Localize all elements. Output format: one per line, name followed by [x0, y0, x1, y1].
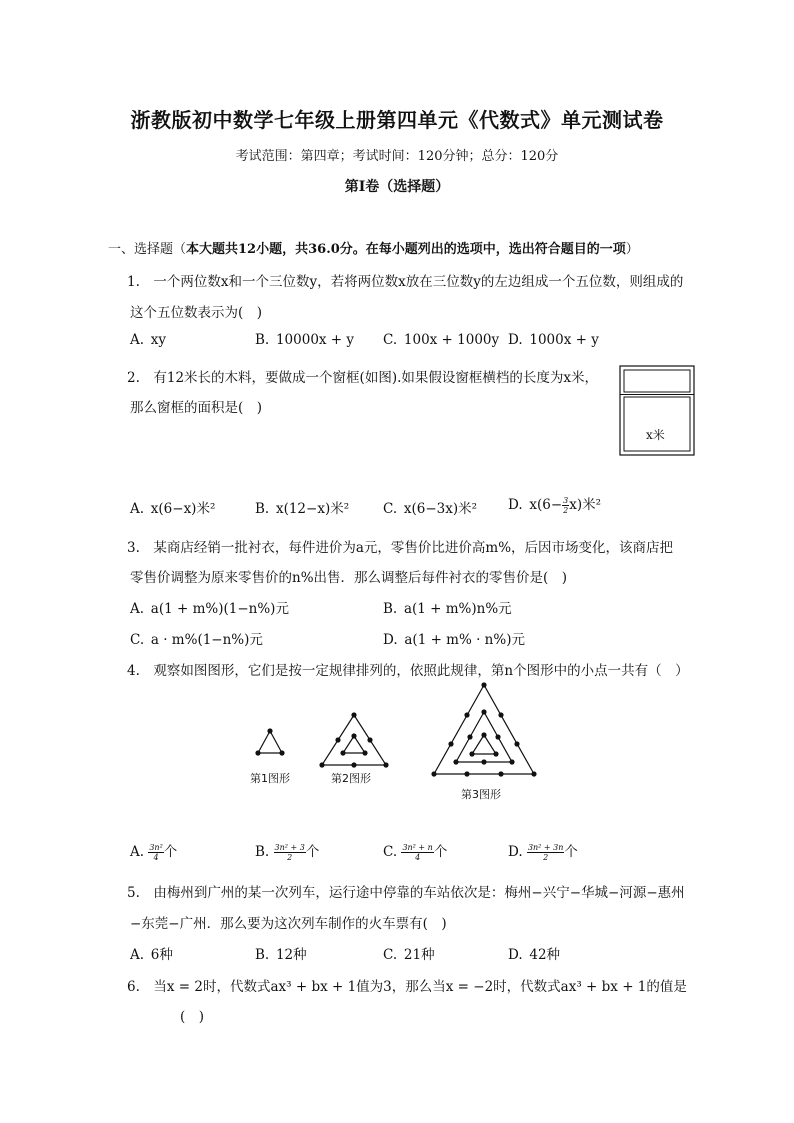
q2-line2: 那么窗框的面积是( ) — [130, 400, 263, 416]
q4-option-d[interactable]: D. $\frac{\text{3n² + 3n}}{2}$ 个 — [508, 843, 578, 862]
q4-option-b[interactable]: B. $\frac{\text{3n² + 3}}{2}$ 个 — [255, 843, 320, 862]
q3-option-c[interactable]: C. a · m%(1−n%)元 — [130, 632, 263, 648]
q2-option-d-head: D. x(6− — [508, 497, 563, 513]
q1-option-a[interactable]: A. xy — [130, 332, 167, 348]
figure-1-label: 第1图形 — [250, 772, 290, 785]
q5-line1: 5. 由梅州到广州的某一次列车，运行途中停靠的车站依次是：梅州−兴宁−华城−河源−惠州 — [127, 885, 685, 901]
q5-option-c[interactable]: C. 21种 — [383, 947, 435, 963]
q1-line2: 这个五位数表示为( ) — [130, 305, 263, 321]
q4-option-c-fraction: $\frac{\text{3n² + n}}{4}$ — [402, 843, 433, 862]
document-title: 浙教版初中数学七年级上册第四单元《代数式》单元测试卷 — [130, 108, 664, 132]
q3-option-a[interactable]: A. a(1 + m%)(1−n%)元 — [130, 601, 289, 617]
q2-line1: 2. 有12米长的木料，要做成一个窗框(如图).如果假设窗框横档的长度为x米， — [127, 370, 598, 386]
q5-option-a[interactable]: A. 6种 — [130, 947, 173, 963]
q5-option-b[interactable]: B. 12种 — [255, 947, 307, 963]
q5-line2: −东莞−广州．那么要为这次列车制作的火车票有( ) — [130, 916, 447, 932]
q1-option-d[interactable]: D. 1000x + y — [508, 332, 599, 348]
q2-option-d[interactable] — [508, 493, 601, 515]
q4-option-a[interactable]: A. $\frac{\text{3n²}}{4}$ 个 — [130, 843, 178, 862]
figure-3-label: 第3图形 — [461, 788, 501, 801]
q4-option-a-fraction: $\frac{\text{3n²}}{4}$ — [149, 843, 163, 862]
q4-line1: 4. 观察如图图形，它们是按一定规律排列的，依照此规律，第n个图形中的小点一共有（ ） — [127, 663, 689, 679]
pattern-figure-2 — [319, 712, 388, 767]
q3-line1: 3. 某商店经销一批衬衣，每件进价为a元，零售价比进价高m%，后因市场变化，该商店把 — [127, 540, 674, 556]
triangle-dot-pattern-figure — [250, 680, 550, 800]
q6-line2: ( ) — [180, 1009, 205, 1025]
q2-option-d-tail: x)米² — [569, 497, 602, 513]
q3-option-b[interactable]: B. a(1 + m%)n%元 — [383, 601, 512, 617]
pattern-figure-3 — [431, 682, 536, 776]
section-heading — [108, 238, 639, 257]
q2-option-a[interactable]: A. x(6−x)米² — [130, 501, 216, 517]
q1-line1: 1. 一个两位数x和一个三位数y，若将两位数x放在三位数y的左边组成一个五位数，则组成的 — [127, 274, 684, 290]
section-instructions: 本大题共12小题，共36.0分。在每小题列出的选项中，选出符合题目的一项 — [186, 242, 626, 257]
window-frame-label: x米 — [646, 428, 665, 442]
q2-option-b[interactable]: B. x(12−x)米² — [255, 501, 350, 517]
q6-line1: 6. 当x = 2时，代数式ax³ + bx + 1值为3，那么当x = −2时，代数式ax³ + bx + 1的值是 — [127, 979, 687, 995]
figure-2-label: 第2图形 — [331, 772, 371, 785]
q1-option-c[interactable]: C. 100x + 1000y — [383, 332, 500, 348]
section-suffix: ） — [625, 242, 639, 257]
q2-option-d-fraction: $\frac{3}{2}$ — [563, 496, 569, 515]
q2-option-c[interactable]: C. x(6−3x)米² — [383, 501, 478, 517]
section-prefix: 一、选择题（ — [108, 242, 187, 257]
q3-line2: 零售价调整为原来零售价的n%出售．那么调整后每件衬衣的零售价是( ) — [130, 570, 568, 586]
volume-heading: 第Ⅰ卷（选择题） — [344, 179, 450, 195]
q3-option-d[interactable]: D. a(1 + m% · n%)元 — [383, 632, 525, 648]
pattern-figure-1 — [255, 728, 284, 755]
q4-option-d-fraction: $\frac{\text{3n² + 3n}}{2}$ — [527, 843, 564, 862]
q4-option-c[interactable]: C. $\frac{\text{3n² + n}}{4}$ 个 — [383, 843, 448, 862]
exam-info: 考试范围：第四章；考试时间：120分钟；总分：120分 — [235, 149, 559, 164]
q4-option-b-fraction: $\frac{\text{3n² + 3}}{2}$ — [274, 843, 305, 862]
q5-option-d[interactable]: D. 42种 — [508, 947, 561, 963]
q1-option-b[interactable]: B. 10000x + y — [255, 332, 355, 348]
